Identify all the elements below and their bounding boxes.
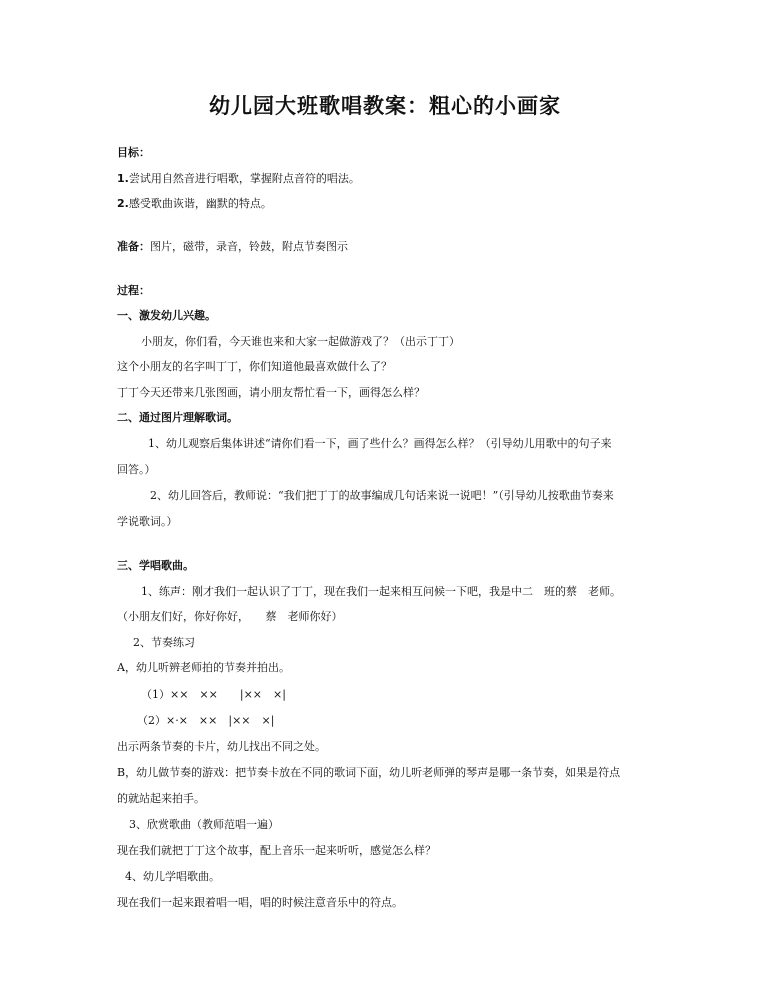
paragraph: 丁丁今天还带来几张图画，请小朋友帮忙看一下，画得怎么样？ [117,386,425,399]
paragraph: B，幼儿做节奏的游戏：把节奏卡放在不同的歌词下面，幼儿听老师弹的琴声是哪一条节奏，如果是符点 [117,766,621,779]
paragraph: 小朋友，你们看，今天谁也来和大家一起做游戏了？（出示丁丁） [141,335,460,348]
paragraph: 1、幼儿观察后集体讲述“请你们看一下，画了些什么？画得怎么样？（引导幼儿用歌中的句子来 [148,437,612,450]
document-title: 幼儿园大班歌唱教案：粗心的小画家 [209,93,561,118]
paragraph: 2、幼儿回答后，教师说：“我们把丁丁的故事编成几句话来说一说吧！”（引导幼儿按歌曲节奏来 [150,489,614,502]
goal-item-1 [117,172,657,186]
section-heading-2: 二、通过图片理解歌词。 [117,411,238,424]
preparation-label: 准备： [117,240,150,253]
rhythm-line-2: （2）×·× ×× |×× ×| [137,714,275,727]
goals-label: 目标： [117,146,150,159]
paragraph: A，幼儿听辨老师拍的节奏并拍出。 [117,661,290,674]
process-label: 过程： [117,284,150,297]
rhythm-line-1: （1）×× ×× |×× ×| [141,688,286,701]
goal-item-2 [117,197,657,211]
goal-2-number: 2. [117,197,129,210]
paragraph: 3、欣赏歌曲（教师范唱一遍） [129,818,279,831]
paragraph: 出示两条节奏的卡片，幼儿找出不同之处。 [117,740,326,753]
section-heading-3: 三、学唱歌曲。 [117,559,194,572]
paragraph: （小朋友们好，你好你好， 蔡 老师你好） [117,610,343,623]
paragraph: 4、幼儿学唱歌曲。 [125,870,220,883]
goal-1-text: 尝试用自然音进行唱歌，掌握附点音符的唱法。 [128,172,360,185]
paragraph: 学说歌词。） [117,515,178,528]
paragraph: 这个小朋友的名字叫丁丁，你们知道他最喜欢做什么了？ [117,360,392,373]
section-heading-1: 一、激发幼儿兴趣。 [117,309,216,322]
paragraph: 的就站起来拍手。 [117,792,205,805]
paragraph: 回答。） [117,463,156,476]
paragraph: 2、节奏练习 [133,636,195,649]
goal-2-text: 感受歌曲诙谐，幽默的特点。 [128,197,272,210]
preparation-line [117,240,657,254]
paragraph: 1、练声：刚才我们一起认识了丁丁，现在我们一起来相互问候一下吧，我是中二 班的蔡 老师。 [141,585,621,598]
preparation-text: 图片，磁带，录音，铃鼓，附点节奏图示 [150,240,348,253]
paragraph: 现在我们就把丁丁这个故事，配上音乐一起来听听，感觉怎么样？ [117,844,436,857]
paragraph: 现在我们一起来跟着唱一唱，唱的时候注意音乐中的符点。 [117,896,403,909]
goal-1-number: 1. [117,172,129,185]
